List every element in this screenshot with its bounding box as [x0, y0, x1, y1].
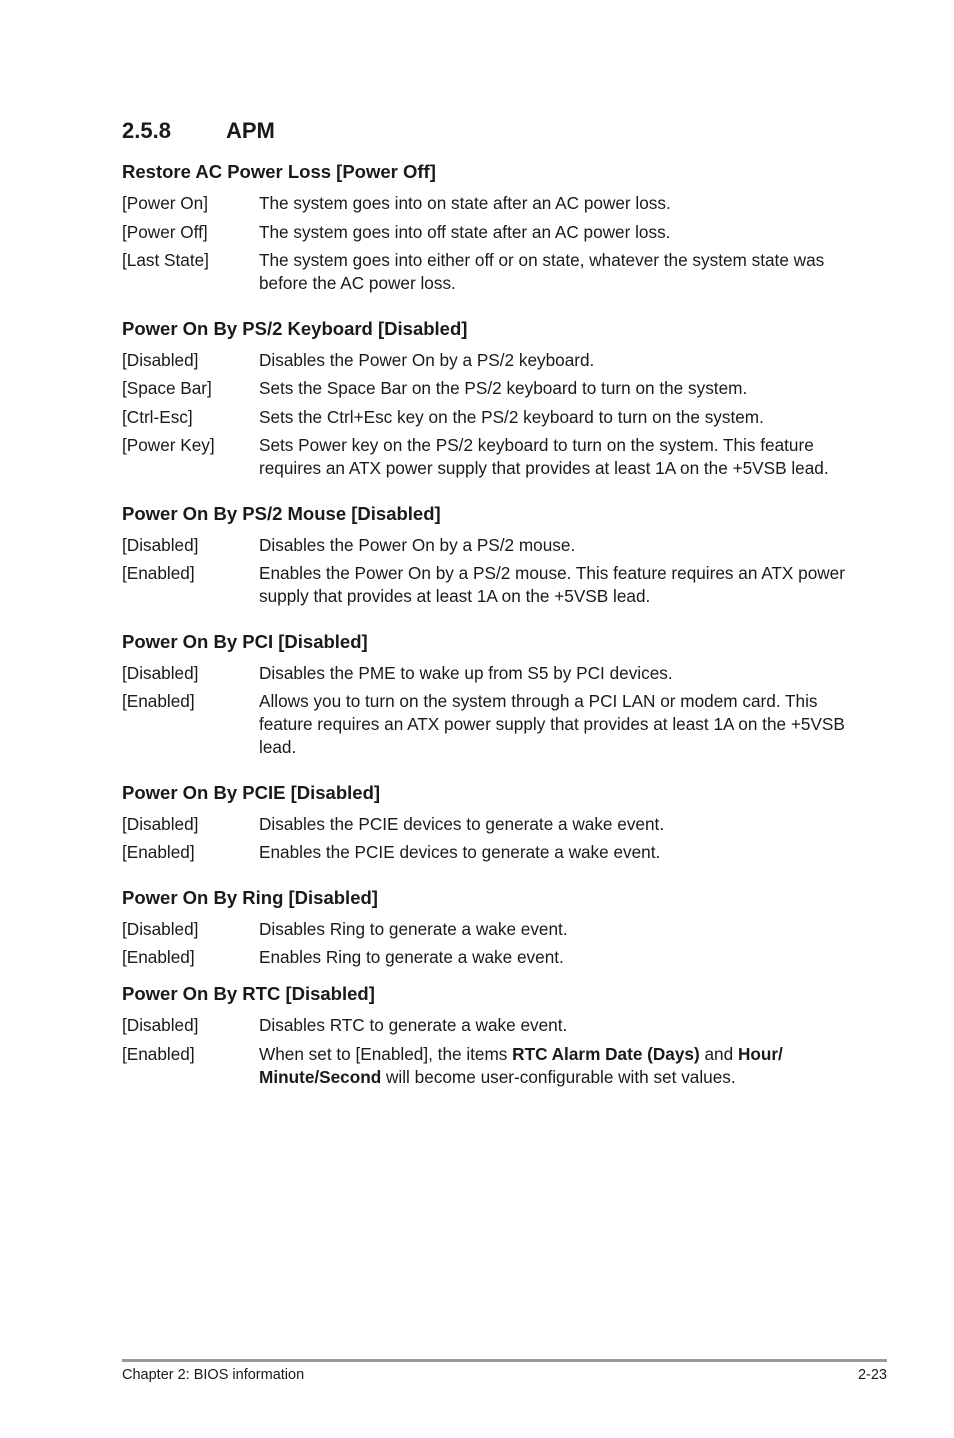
option-value: [Enabled]	[122, 691, 195, 711]
option-description: Disables Ring to generate a wake event.	[259, 919, 568, 939]
option-value: [Disabled]	[122, 663, 199, 683]
section-heading	[122, 118, 275, 144]
option-description: Disables RTC to generate a wake event.	[259, 1015, 568, 1035]
section-heading-title: APM	[226, 118, 275, 143]
desc-bold-term: RTC Alarm Date (Days)	[512, 1044, 700, 1064]
option-description: Disables the Power On by a PS/2 keyboard.	[259, 350, 595, 370]
option-value: [Disabled]	[122, 350, 199, 370]
footer-divider	[122, 1359, 887, 1362]
setting-title: Power On By PS/2 Mouse [Disabled]	[122, 503, 441, 524]
desc-text: and	[699, 1044, 738, 1064]
section-number: 2.5.8	[122, 118, 171, 143]
option-description	[259, 1043, 849, 1089]
option-description: Enables Ring to generate a wake event.	[259, 947, 564, 967]
option-description: The system goes into off state after an AC power loss.	[259, 222, 671, 242]
option-value: [Enabled]	[122, 1044, 195, 1064]
option-description: Sets the Space Bar on the PS/2 keyboard to turn on the system.	[259, 378, 748, 398]
desc-text: When set to [Enabled], the items	[259, 1044, 513, 1064]
setting-title: Power On By RTC [Disabled]	[122, 983, 375, 1004]
option-value: [Power On]	[122, 193, 208, 213]
option-description: Disables the Power On by a PS/2 mouse.	[259, 535, 576, 555]
option-value: [Enabled]	[122, 842, 195, 862]
footer-chapter: Chapter 2: BIOS information	[122, 1367, 305, 1383]
option-value: [Enabled]	[122, 563, 195, 583]
option-description: The system goes into on state after an AC power loss.	[259, 193, 671, 213]
option-value: [Disabled]	[122, 1015, 199, 1035]
option-description: Enables the PCIE devices to generate a wake event.	[259, 842, 661, 862]
option-description: The system goes into either off or on state, whatever the system state was before the AC power loss.	[259, 250, 825, 293]
option-value: [Power Off]	[122, 222, 208, 242]
option-description: Allows you to turn on the system through a PCI LAN or modem card. This feature requires an ATX power supply that provides at least 1A on the +5VSB lead.	[259, 691, 845, 757]
setting-title: Power On By PCI [Disabled]	[122, 631, 368, 652]
option-value: [Enabled]	[122, 947, 195, 967]
setting-title: Power On By PS/2 Keyboard [Disabled]	[122, 318, 468, 339]
option-value: [Disabled]	[122, 535, 199, 555]
option-value: [Power Key]	[122, 435, 215, 455]
option-value: [Ctrl-Esc]	[122, 407, 193, 427]
option-value: [Disabled]	[122, 919, 199, 939]
setting-title: Power On By PCIE [Disabled]	[122, 782, 381, 803]
option-description: Disables the PME to wake up from S5 by PCI devices.	[259, 663, 673, 683]
setting-title: Power On By Ring [Disabled]	[122, 887, 378, 908]
option-value: [Space Bar]	[122, 378, 212, 398]
option-value: [Disabled]	[122, 814, 199, 834]
option-value: [Last State]	[122, 250, 209, 270]
option-description: Sets Power key on the PS/2 keyboard to turn on the system. This feature requires an ATX power supply that provides at least 1A on the +5VSB lead.	[259, 435, 829, 478]
footer-page-number: 2-23	[857, 1367, 887, 1383]
desc-bold-term: Hour/ Minute/Second	[259, 1044, 783, 1087]
option-description: Disables the PCIE devices to generate a wake event.	[259, 814, 665, 834]
option-description: Sets the Ctrl+Esc key on the PS/2 keyboard to turn on the system.	[259, 407, 764, 427]
desc-text: will become user-configurable with set values.	[381, 1067, 736, 1087]
setting-title: Restore AC Power Loss [Power Off]	[122, 161, 436, 182]
option-description: Enables the Power On by a PS/2 mouse. This feature requires an ATX power supply that provides at least 1A on the +5VSB lead.	[259, 563, 845, 606]
